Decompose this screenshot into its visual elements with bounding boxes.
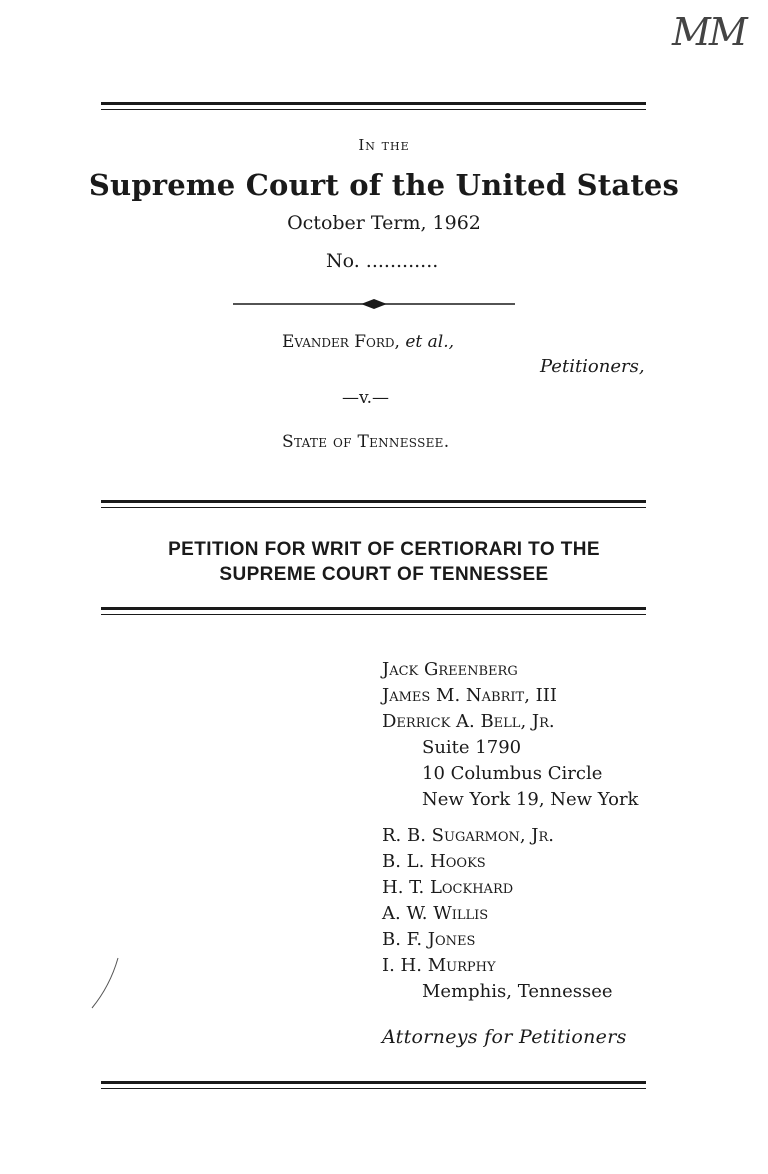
top-rule-thin <box>101 109 646 110</box>
versus-label: —v.— <box>342 388 389 408</box>
petitioner-name <box>282 332 454 352</box>
bottom-rule <box>101 1081 646 1084</box>
mid-rule-bottom-thin <box>101 614 646 615</box>
docket-number: No. ............ <box>326 250 439 272</box>
petitioner-etal: et al., <box>405 332 455 352</box>
petitioner-role: Petitioners, <box>540 356 645 377</box>
ornamental-divider <box>233 298 515 310</box>
handwritten-initials: MM <box>672 10 746 54</box>
petition-title-line2: SUPREME COURT OF TENNESSEE <box>219 564 549 585</box>
pencil-mark <box>88 956 128 1016</box>
court-title: Supreme Court of the United States <box>88 168 680 202</box>
attorney-name: James M. Nabrit, III <box>382 685 557 706</box>
respondent-name: State of Tennessee. <box>282 432 450 452</box>
mid-rule-top <box>101 500 646 503</box>
attorney-name: R. B. Sugarmon, Jr. <box>382 825 555 846</box>
attorney-address: New York 19, New York <box>422 789 639 810</box>
attorneys-role: Attorneys for Petitioners <box>382 1026 627 1048</box>
top-rule <box>101 102 646 105</box>
attorney-address: Memphis, Tennessee <box>422 981 613 1002</box>
mid-rule-bottom <box>101 607 646 610</box>
attorney-name: A. W. Willis <box>382 903 489 924</box>
petition-title <box>0 537 768 587</box>
attorney-address: 10 Columbus Circle <box>422 763 603 784</box>
mid-rule-top-thin <box>101 507 646 508</box>
petitioner-name-text: Evander Ford, <box>282 332 400 352</box>
in-the-label: In the <box>358 136 410 154</box>
attorney-address: Suite 1790 <box>422 737 522 758</box>
attorney-name: I. H. Murphy <box>382 955 496 976</box>
court-term: October Term, 1962 <box>287 212 481 234</box>
attorney-list <box>382 657 638 1005</box>
attorney-name: B. L. Hooks <box>382 851 486 872</box>
petition-title-line1: PETITION FOR WRIT OF CERTIORARI TO THE <box>168 539 600 560</box>
attorney-name: H. T. Lockhard <box>382 877 514 898</box>
bottom-rule-thin <box>101 1088 646 1089</box>
attorney-name: Derrick A. Bell, Jr. <box>382 711 555 732</box>
attorney-name: B. F. Jones <box>382 929 476 950</box>
attorney-name: Jack Greenberg <box>382 659 518 680</box>
